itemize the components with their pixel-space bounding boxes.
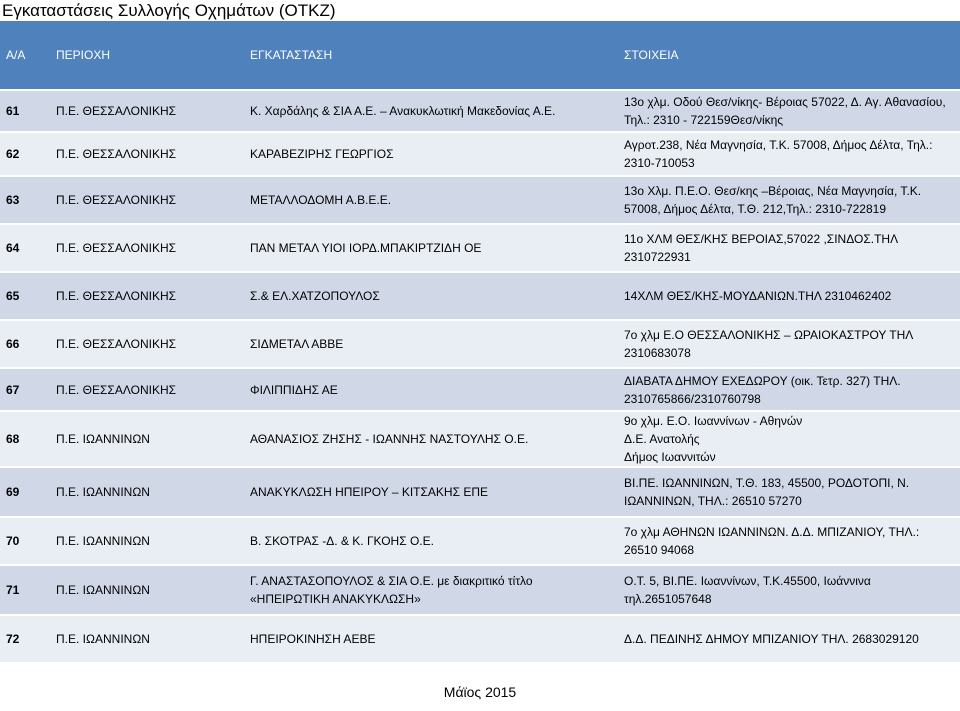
row-region: Π.Ε. ΘΕΣΣΑΛΟΝΙΚΗΣ	[56, 382, 177, 397]
header-num: Α/Α	[6, 48, 26, 62]
row-num: 63	[6, 193, 20, 207]
table-row	[0, 225, 960, 273]
row-region: Π.Ε. ΘΕΣΣΑΛΟΝΙΚΗΣ	[56, 241, 177, 255]
row-contact: Αγροτ.238, Νέα Μαγνησία, Τ.Κ. 57008, Δήμος Δέλτα, Τηλ.: 2310-710053	[624, 138, 933, 170]
row-facility: ΑΘΑΝΑΣΙΟΣ ΖΗΣΗΣ - ΙΩΑΝΝΗΣ ΝΑΣΤΟΥΛΗΣ Ο.Ε.	[250, 432, 529, 446]
row-region: Π.Ε. ΙΩΑΝΝΙΝΩΝ	[56, 432, 150, 446]
row-facility: ΣΙΔΜΕΤΑΛ ΑΒΒΕ	[250, 337, 344, 351]
row-facility: ΜΕΤΑΛΛΟΔΟΜΗ Α.Β.Ε.Ε.	[250, 193, 392, 207]
row-num: 66	[6, 337, 20, 351]
row-num: 62	[6, 147, 20, 161]
row-contact: 9ο χλμ. Ε.Ο. Ιωαννίνων - Αθηνών Δ.Ε. Ανατολής Δήμος Ιωαννιτών	[624, 414, 803, 464]
row-region: Π.Ε. ΘΕΣΣΑΛΟΝΙΚΗΣ	[56, 193, 177, 207]
row-region: Π.Ε. ΙΩΑΝΝΙΝΩΝ	[56, 534, 150, 548]
row-contact: 13ο Χλμ. Π.Ε.Ο. Θεσ/κης –Βέροιας, Νέα Μαγνησία, Τ.Κ. 57008, Δήμος Δέλτα, Τ.Θ. 212,Τηλ.: 2310-722819	[624, 184, 922, 216]
row-region: Π.Ε. ΙΩΑΝΝΙΝΩΝ	[56, 583, 150, 597]
table-row	[0, 321, 960, 369]
row-contact: 7ο χλμ ΑΘΗΝΩΝ ΙΩΑΝΝΙΝΩΝ. Δ.Δ. ΜΠΙΖΑΝΙΟΥ, ΤΗΛ.: 26510 94068	[624, 525, 920, 557]
row-num: 72	[6, 632, 20, 646]
row-num: 64	[6, 241, 20, 255]
table-row	[0, 133, 960, 177]
table-row	[0, 616, 960, 664]
row-num: 69	[6, 485, 20, 499]
row-facility: ΠΑΝ ΜΕΤΑΛ ΥΙΟΙ ΙΟΡΔ.ΜΠΑΚΙΡΤΖΙΔΗ ΟΕ	[250, 241, 482, 255]
row-region: Π.Ε. ΘΕΣΣΑΛΟΝΙΚΗΣ	[56, 104, 177, 118]
row-num: 65	[6, 289, 20, 303]
table-header-row	[0, 21, 960, 91]
row-contact: ΒΙ.ΠΕ. ΙΩΑΝΝΙΝΩΝ, Τ.Θ. 183, 45500, ΡΟΔΟΤΟΠΙ, Ν. ΙΩΑΝΝΙΝΩΝ, ΤΗΛ.: 26510 57270	[624, 476, 910, 508]
row-facility: Β. ΣΚΟΤΡΑΣ -Δ. & Κ. ΓΚΟΗΣ Ο.Ε.	[250, 534, 434, 548]
row-contact: 14ΧΛΜ ΘΕΣ/ΚΗΣ-ΜΟΥΔΑΝΙΩΝ.ΤΗΛ 2310462402	[624, 289, 892, 303]
row-contact: 13ο χλμ. Οδού Θεσ/νίκης- Βέροιας 57022, Δ. Αγ. Αθανασίου, Τηλ.: 2310 - 722159Θεσ/νίκης	[624, 95, 946, 127]
table-row	[0, 177, 960, 225]
table-row	[0, 566, 960, 616]
row-facility: Σ.& ΕΛ.ΧΑΤΖΟΠΟΥΛΟΣ	[250, 289, 380, 303]
row-facility: ΗΠΕΙΡΟΚΙΝΗΣΗ ΑΕΒΕ	[250, 632, 376, 646]
row-num: 61	[6, 104, 20, 118]
table-row	[0, 518, 960, 566]
row-contact: Δ.Δ. ΠΕΔΙΝΗΣ ΔΗΜΟΥ ΜΠΙΖΑΝΙΟΥ ΤΗΛ. 2683029120	[624, 632, 919, 646]
row-facility: Γ. ΑΝΑΣΤΑΣΟΠΟΥΛΟΣ & ΣΙΑ Ο.Ε. με διακριτικό τίτλο «ΗΠΕΙΡΩΤΙΚΗ ΑΝΑΚΥΚΛΩΣΗ»	[250, 574, 533, 606]
facilities-table	[0, 21, 960, 664]
row-num: 67	[6, 382, 20, 397]
page-title: Εγκαταστάσεις Συλλογής Οχημάτων (ΟΤΚΖ)	[0, 0, 960, 22]
row-contact: 11ο ΧΛΜ ΘΕΣ/ΚΗΣ ΒΕΡΟΙΑΣ,57022 ,ΣΙΝΔΟΣ.ΤΗΛ 2310722931	[624, 232, 898, 264]
row-contact: ΔΙΑΒΑΤΑ ΔΗΜΟΥ ΕΧΕΔΩΡΟΥ (οικ. Τετρ. 327) ΤΗΛ. 2310765866/2310760798	[624, 373, 901, 406]
row-num: 68	[6, 432, 20, 446]
header-facility: ΕΓΚΑΤΑΣΤΑΣΗ	[250, 48, 333, 62]
table-row	[0, 369, 960, 412]
header-contact: ΣΤΟΙΧΕΙΑ	[624, 48, 679, 62]
footer-date: Μάϊος 2015	[443, 684, 517, 700]
row-facility: ΚΑΡΑΒΕΖΙΡΗΣ ΓΕΩΡΓΙΟΣ	[250, 147, 394, 161]
row-num: 71	[6, 583, 20, 597]
table-row	[0, 273, 960, 321]
table-body	[0, 91, 960, 664]
row-facility: ΦΙΛΙΠΠΙΔΗΣ ΑΕ	[250, 382, 338, 397]
table-row	[0, 412, 960, 468]
row-region: Π.Ε. ΘΕΣΣΑΛΟΝΙΚΗΣ	[56, 337, 177, 351]
row-region: Π.Ε. ΙΩΑΝΝΙΝΩΝ	[56, 485, 150, 499]
row-facility: ΑΝΑΚΥΚΛΩΣΗ ΗΠΕΙΡΟΥ – ΚΙΤΣΑΚΗΣ ΕΠΕ	[250, 485, 489, 499]
table-row	[0, 91, 960, 133]
row-region: Π.Ε. ΘΕΣΣΑΛΟΝΙΚΗΣ	[56, 147, 177, 161]
row-facility: Κ. Χαρδάλης & ΣΙΑ Α.Ε. – Ανακυκλωτική Μακεδονίας Α.Ε.	[250, 104, 556, 118]
row-region: Π.Ε. ΙΩΑΝΝΙΝΩΝ	[56, 632, 150, 646]
table-row	[0, 468, 960, 518]
row-contact: Ο.Τ. 5, ΒΙ.ΠΕ. Ιωαννίνων, Τ.Κ.45500, Ιωάννινα τηλ.2651057648	[624, 574, 871, 606]
row-contact: 7ο χλμ Ε.Ο ΘΕΣΣΑΛΟΝΙΚΗΣ – ΩΡΑΙΟΚΑΣΤΡΟΥ ΤΗΛ 2310683078	[624, 328, 913, 360]
row-num: 70	[6, 534, 20, 548]
header-region: ΠΕΡΙΟΧΗ	[56, 48, 111, 62]
row-region: Π.Ε. ΘΕΣΣΑΛΟΝΙΚΗΣ	[56, 289, 177, 303]
